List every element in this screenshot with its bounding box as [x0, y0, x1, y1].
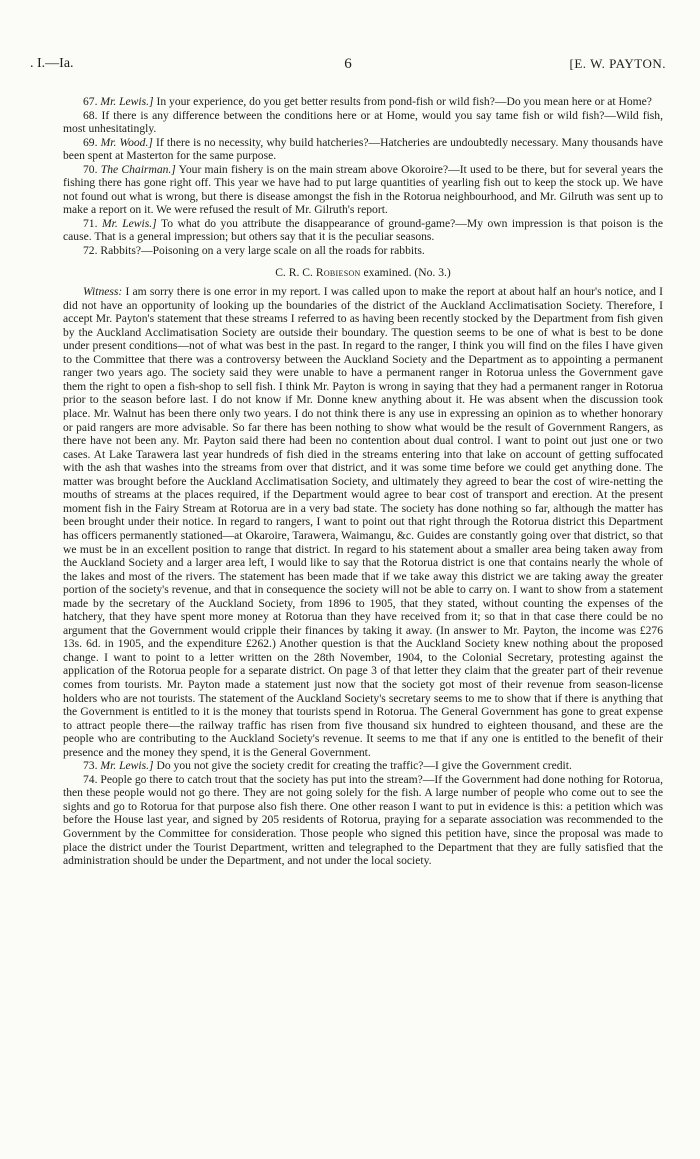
body-text	[63, 95, 663, 868]
section-heading	[63, 266, 663, 280]
question-number: 67.	[83, 95, 98, 108]
witness-initials: C. R. C.	[275, 265, 313, 279]
heading-suffix: examined. (No. 3.)	[363, 265, 451, 279]
page-number: 6	[344, 56, 352, 72]
question-text: People go there to catch trout that the society has put into the stream?—If the Government had done nothing for Rotorua, then these people would not go there. They are not going solely for the fish. A large number of people who come out to see the sights and go to Rotorua for that purpose also fish there. One other reason I want to put in evidence is this: a petition which was before the House last year, and signed by 205 residents of Rotorua, praying for a separate association was recommended to the Government by the Committee for consideration. Those people who signed this petition have, since the proposal was made to place the district under the Tourist Department, written and telegraphed to the Department that they are fully satisfied that the administration should be under the Department, and not under the local society.	[63, 772, 663, 868]
question-paragraph	[63, 163, 663, 217]
witness-label: Witness:	[83, 285, 123, 299]
question-number: 73.	[83, 759, 98, 773]
question-number: 70.	[83, 162, 98, 176]
witness-reference: [E. W. PAYTON.	[569, 56, 666, 71]
question-paragraph	[63, 244, 663, 258]
question-number: 74.	[83, 772, 98, 786]
speaker-name: Mr. Lewis.]	[101, 216, 157, 230]
speaker-name: Mr. Wood.]	[100, 135, 153, 149]
question-paragraph	[63, 95, 663, 109]
question-paragraph	[63, 217, 663, 244]
speaker-name: The Chairman.]	[100, 162, 176, 176]
running-head	[30, 56, 666, 76]
question-text: If there is any difference between the conditions here or at Home, would you say tame fish or wild fish?—Wild fish, most unhesitatingly.	[63, 108, 663, 136]
speaker-name: Mr. Lewis.]	[100, 759, 154, 773]
witness-text: I am sorry there is one error in my report. I was called upon to make the report at about half an hour's notice, and I did not have an opportunity of looking up the boundaries of the district of the Auckland Acclimatisation Society. Therefore, I accept Mr. Payton's statement that these streams I referred to as having been recently stocked by the Department from fish given by the Auckland Acclimatisation Society are outside their boundary. The question seems to be one of what is best to be done under present conditions—not of what was best in the past. In regard to the ranger, I think you will find on the files I have given to the Committee that there was a controversy between the Auckland Society and the Department as to appointing a permanent ranger two years ago. The society said they were unable to have a permanent ranger in Rotorua unless the Government gave them the right to open a fish-shop to sell fish. I think Mr. Payton is wrong in saying that they had a permanent ranger in Rotorua prior to the season before last. I do not know if Mr. Donne knew anything about it. He was absent when the discussion took place. Mr. Walnut has been there only two years. I do not think there is any use in expressing an opinion as to whether honorary or paid rangers are more advisable. So far there has been nothing to show what would be the result of Government Rangers, as there have not been any. Mr. Payton said there had been no contention about dual control. I want to point out just one or two cases. At Lake Tarawera last year hundreds of fish died in the streams entering into that lake on account of getting suffocated with the ash that washes into the streams from over that district, and it was some time before we could get anything done. The matter was brought before the Auckland Acclimatisation Society, and ultimately they agreed to bear the cost of wire-netting the mouths of streams at the places required, if the Department would agree to bear cost of transport and erection. At the present moment fish in the Fairy Stream at Rotorua are in a very bad state. The society has done nothing so far, although the matter has been brought under their notice. In regard to rangers, I want to point out that right through the Rotorua district this Department has officers permanently stationed—at Okaroire, Tarawera, Waimangu, &c. Guides are constantly going over that district, so that we must be in an excellent position to range that district. In regard to his statement about a smaller area being taken away from the Auckland Society and a larger area left, I would like to say that the Rotorua district is one that contains nearly the whole of the lakes and most of the rivers. The statement has been made that if we take away this district we are taking away the greater portion of the society's revenue, and that in consequence the society will not be able to carry on. I want to show from a statement made by the secretary of the Auckland Society, from 1896 to 1905, that they stated, without counting the expenses of the hatchery, that they have spent more money at Rotorua than they have received from it; so that in that case there could be no argument that the Government would cripple their finances by taking it away. (In answer to Mr. Payton, the income was £276 13s. 6d. in 1905, and the expenditure £262.) Another question is that the Auckland Society knew nothing about the proposed change. I want to point to a letter written on the 28th November, 1904, to the Colonial Secretary, protesting against the application of the Rotorua people for a separate district. On page 3 of that letter they claim that the greater part of their revenue comes from tourists. Mr. Payton made a statement just now that the society got most of their revenue from season-license holders who are not tourists. The statement of the Auckland Society's secretary seems to me to show that if there is anything that the Government is entitled to it is the money that tourists spend in Rotorua. The General Government has gone to great expense to attract people there—the railway traffic has risen from five thousand six hundred to eighteen thousand, and these are the people who are contributing to the Auckland Society's revenue. It seems to me that if any one is entitled to the benefit of their presence and the money they spend, it is the General Government.	[63, 285, 663, 759]
question-text: To what do you attribute the disappearance of ground-game?—My own impression is that poison is the cause. That is a general impression; but others say that it is the peculiar seasons.	[63, 216, 663, 244]
question-text: If there is no necessity, why build hatcheries?—Hatcheries are undoubtedly necessary. Many thousands have been spent at Masterton for the same purpose.	[63, 135, 663, 163]
question-text: Your main fishery is on the main stream above Okoroire?—It used to be there, but for several years the fishing there has gone right off. This year we have had to put large quantities of yearling fish out to keep the stock up. We have not found out what is wrong, but there is disease amongst the fish in the Rotorua neighbourhood, and Mr. Gilruth was sent up to make a report on it. We were refused the result of Mr. Gilruth's report.	[63, 162, 664, 217]
paper-reference: . I.—Ia.	[30, 56, 74, 71]
question-text: Rabbits?—Poisoning on a very large scale on all the roads for rabbits.	[100, 244, 425, 258]
question-text: In your experience, do you get better results from pond-fish or wild fish?—Do you mean here or at Home?	[156, 95, 652, 108]
question-number: 69.	[83, 135, 98, 149]
question-paragraph	[63, 759, 663, 773]
question-paragraph	[63, 136, 663, 163]
question-paragraph	[63, 773, 663, 868]
question-text: Do you not give the society credit for creating the traffic?—I give the Government credit.	[156, 759, 572, 773]
question-number: 68.	[83, 108, 98, 122]
question-paragraph	[63, 109, 663, 136]
question-number: 72.	[83, 244, 98, 258]
witness-surname: Robieson	[315, 265, 361, 279]
witness-statement	[63, 285, 663, 759]
question-number: 71.	[83, 216, 98, 230]
speaker-name: Mr. Lewis.]	[100, 95, 154, 108]
